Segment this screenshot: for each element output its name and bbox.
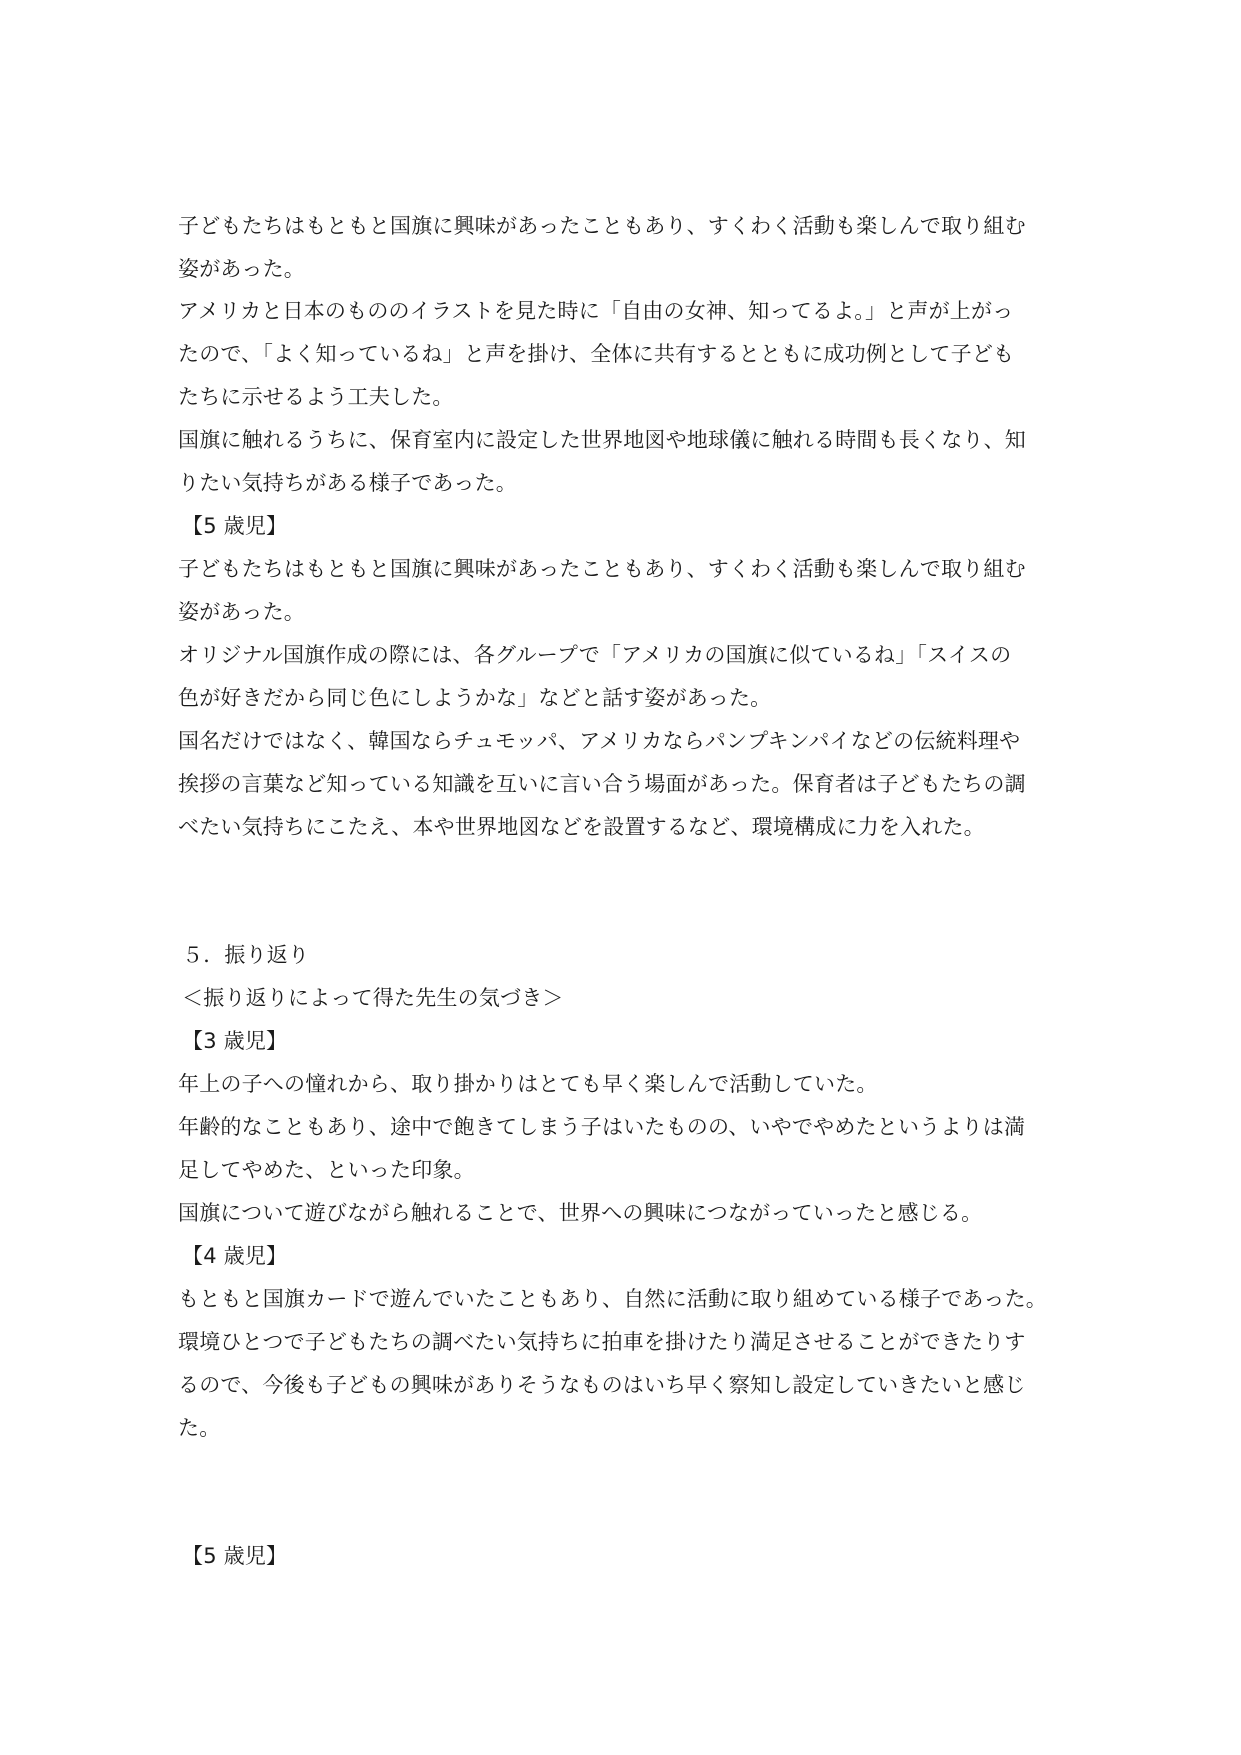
text-line: た。 bbox=[178, 1416, 221, 1440]
text-line: 子どもたちはもともと国旗に興味があったこともあり、すくわく活動も楽しんで取り組む bbox=[178, 214, 1026, 238]
age-group-heading: 【5 歳児】 bbox=[182, 514, 288, 538]
text-line: アメリカと日本のもののイラストを見た時に「自由の女神、知ってるよ。」と声が上がっ bbox=[178, 299, 1014, 323]
text-line: 年齢的なこともあり、途中で飽きてしまう子はいたものの、いやでやめたというよりは満 bbox=[178, 1115, 1026, 1139]
text-line: るので、今後も子どもの興味がありそうなものはいち早く察知し設定していきたいと感じ bbox=[178, 1373, 1026, 1397]
age-group-heading: 【3 歳児】 bbox=[182, 1029, 288, 1053]
section-subheading: ＜振り返りによって得た先生の気づき＞ bbox=[182, 986, 564, 1010]
text-line: りたい気持ちがある様子であった。 bbox=[178, 471, 517, 495]
text-line: 色が好きだから同じ色にしようかな」などと話す姿があった。 bbox=[178, 686, 772, 710]
text-line: もともと国旗カードで遊んでいたこともあり、自然に活動に取り組めている様子であった。 bbox=[178, 1287, 1047, 1311]
text-line: 足してやめた、といった印象。 bbox=[178, 1158, 475, 1182]
text-line: 国旗に触れるうちに、保育室内に設定した世界地図や地球儀に触れる時間も長くなり、知 bbox=[178, 428, 1026, 452]
text-line: 年上の子への憧れから、取り掛かりはとても早く楽しんで活動していた。 bbox=[178, 1072, 878, 1096]
text-line: 国旗について遊びながら触れることで、世界への興味につながっていったと感じる。 bbox=[178, 1201, 983, 1225]
text-line: 子どもたちはもともと国旗に興味があったこともあり、すくわく活動も楽しんで取り組む bbox=[178, 557, 1026, 581]
text-line: 国名だけではなく、韓国ならチュモッパ、アメリカならパンプキンパイなどの伝統料理や bbox=[178, 729, 1021, 753]
text-line: たちに示せるよう工夫した。 bbox=[178, 385, 454, 409]
text-line: 姿があった。 bbox=[178, 600, 305, 624]
text-line: たので、「よく知っているね」と声を掛け、全体に共有するとともに成功例として子ども bbox=[178, 342, 1015, 366]
section-heading: ５．振り返り bbox=[182, 943, 310, 967]
text-line: 姿があった。 bbox=[178, 257, 305, 281]
text-line: 環境ひとつで子どもたちの調べたい気持ちに拍車を掛けたり満足させることができたりす bbox=[178, 1330, 1026, 1354]
text-line: 挨拶の言葉など知っている知識を互いに言い合う場面があった。保育者は子どもたちの調 bbox=[178, 772, 1026, 796]
age-group-heading: 【4 歳児】 bbox=[182, 1244, 288, 1268]
text-line: オリジナル国旗作成の際には、各グループで「アメリカの国旗に似ているね」「スイスの bbox=[178, 643, 1012, 667]
age-group-heading: 【5 歳児】 bbox=[182, 1544, 288, 1568]
text-line: べたい気持ちにこたえ、本や世界地図などを設置するなど、環境構成に力を入れた。 bbox=[178, 815, 985, 839]
